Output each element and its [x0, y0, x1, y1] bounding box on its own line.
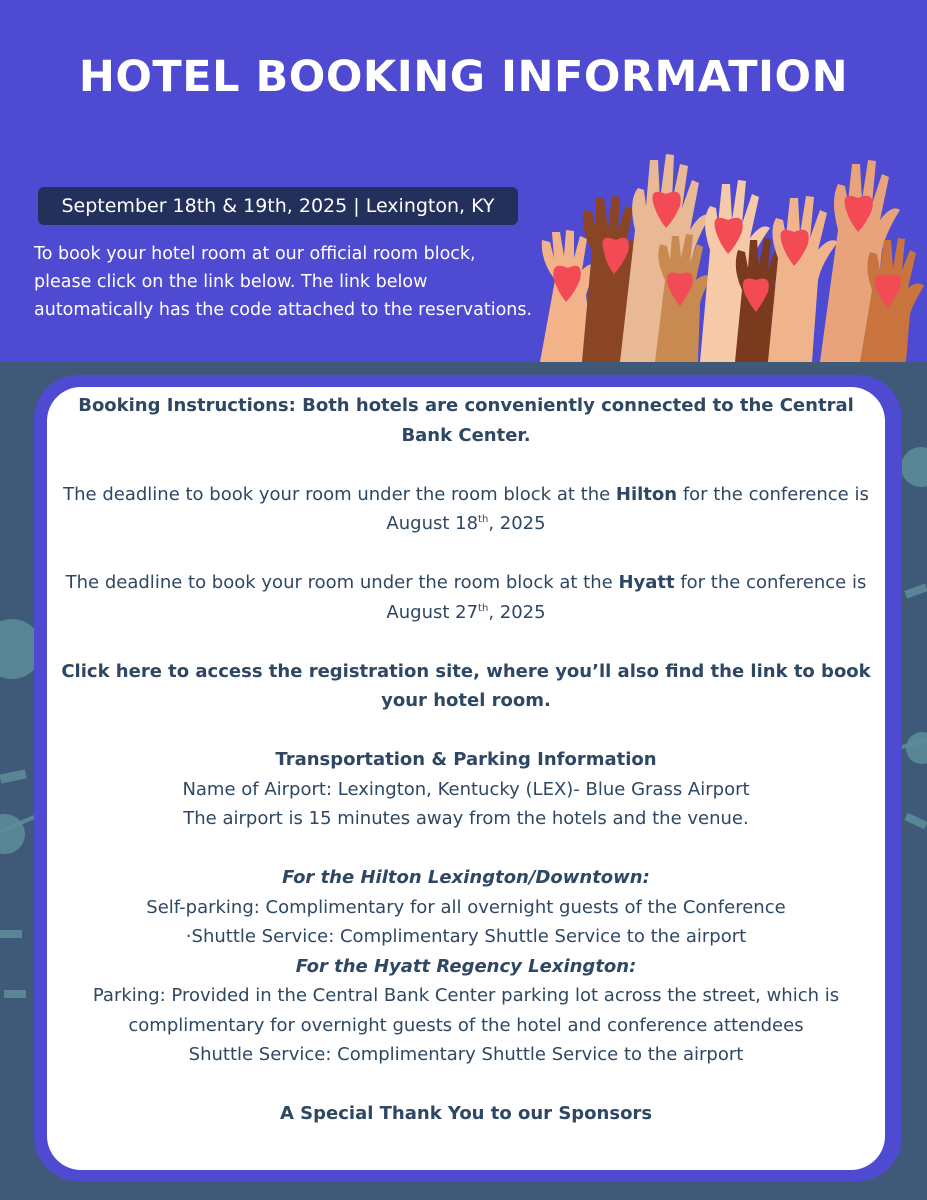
header-banner [0, 0, 927, 362]
date-location-badge: September 18th & 19th, 2025 | Lexington, KY [38, 187, 518, 225]
hyatt-name: Hyatt [618, 572, 675, 593]
hyatt-deadline-text: The deadline to book your room under the room block at the [65, 572, 619, 593]
hilton-heading: For the Hilton Lexington/Downtown: [282, 867, 650, 888]
airport-name: Name of Airport: Lexington, Kentucky (LEX)- Blue Grass Airport [182, 778, 750, 800]
sponsors-heading: A Special Thank You to our Sponsors [279, 1103, 653, 1124]
hilton-deadline-year: , 2025 [488, 513, 546, 534]
booking-instructions: Booking Instructions: Both hotels are conveniently connected to the Central Bank Center. [78, 395, 854, 446]
booking-info-card [47, 387, 885, 1170]
hilton-deadline [55, 480, 877, 539]
hilton-deadline-text: The deadline to book your room under the room block at the [63, 483, 616, 505]
airport-distance: The airport is 15 minutes away from the hotels and the venue. [183, 808, 749, 829]
page-title: HOTEL BOOKING INFORMATION [78, 52, 849, 102]
hilton-shuttle: ·Shuttle Service: Complimentary Shuttle Service to the airport [185, 926, 747, 947]
intro-text: To book your hotel room at our official room block, please click on the link below. The link below automatically has the code attached to the reservations. [34, 244, 533, 320]
hyatt-shuttle: Shuttle Service: Complimentary Shuttle Service to the airport [188, 1044, 744, 1065]
hyatt-deadline-year: , 2025 [488, 601, 546, 623]
hilton-name: Hilton [615, 483, 678, 505]
transport-heading: Transportation & Parking Information [275, 749, 657, 770]
hyatt-date-suffix: th [478, 602, 489, 614]
hilton-parking: Self-parking: Complimentary for all overnight guests of the Conference [146, 896, 786, 918]
hyatt-parking: Parking: Provided in the Central Bank Center parking lot across the street, which is complimentary for overnight guests of the hotel and conference attendees [92, 985, 840, 1036]
raised-hands-hearts-illustration [520, 140, 927, 362]
hilton-deadline-date: for the conference is August 18 [386, 483, 869, 534]
hyatt-deadline [55, 568, 877, 627]
hyatt-heading: For the Hyatt Regency Lexington: [295, 955, 637, 977]
registration-link[interactable]: Click here to access the registration site, where you’ll also find the link to book your hotel room. [61, 660, 871, 711]
hyatt-deadline-date: for the conference is August 27 [386, 572, 867, 623]
hilton-date-suffix: th [478, 514, 489, 525]
